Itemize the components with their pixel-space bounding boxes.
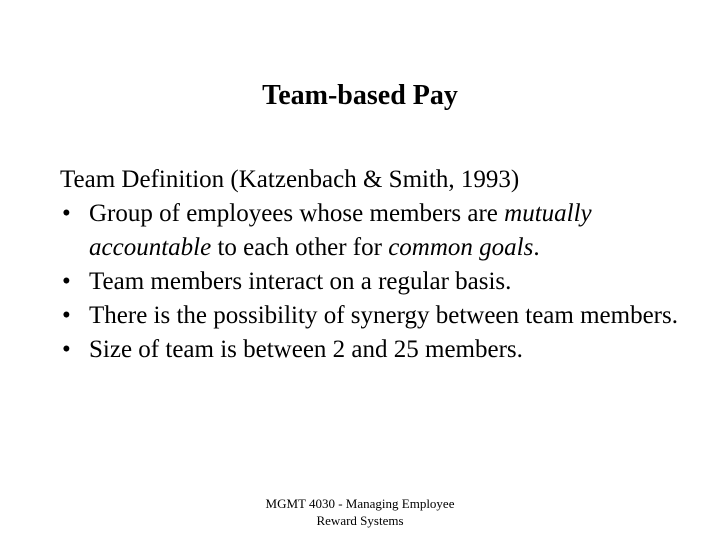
footer-course-line-2: Reward Systems — [316, 513, 404, 528]
bullet-item-synergy — [60, 299, 680, 333]
bullet-icon: • — [62, 302, 71, 329]
slide-footer — [220, 495, 500, 529]
slide-title: Team-based Pay — [262, 80, 458, 111]
bullet-icon: • — [62, 268, 71, 295]
bullet-text-segment: There is the possibility of synergy between team members. — [89, 302, 678, 329]
team-definition-heading: Team Definition (Katzenbach & Smith, 1993) — [60, 166, 520, 193]
slide-content — [60, 163, 680, 367]
footer-course-line: MGMT 4030 - Managing Employee — [265, 496, 455, 511]
bullet-text-segment: Team members interact on a regular basis. — [89, 268, 512, 295]
bullet-text-segment: to each other for — [211, 234, 389, 261]
bullet-text-emphasis: mutually accountable — [89, 200, 592, 261]
bullet-item-group-definition — [60, 197, 680, 265]
bullet-text-segment: Group of employees whose members are — [89, 200, 505, 227]
bullet-text-segment: . — [533, 234, 540, 261]
bullet-icon: • — [62, 200, 71, 227]
bullet-text-segment: Size of team is between 2 and 25 members. — [89, 336, 523, 363]
bullet-text-emphasis: common goals — [388, 234, 534, 261]
bullet-item-team-size — [60, 333, 680, 367]
bullet-item-interaction — [60, 265, 680, 299]
bullet-list — [60, 197, 680, 367]
bullet-icon: • — [62, 336, 71, 363]
